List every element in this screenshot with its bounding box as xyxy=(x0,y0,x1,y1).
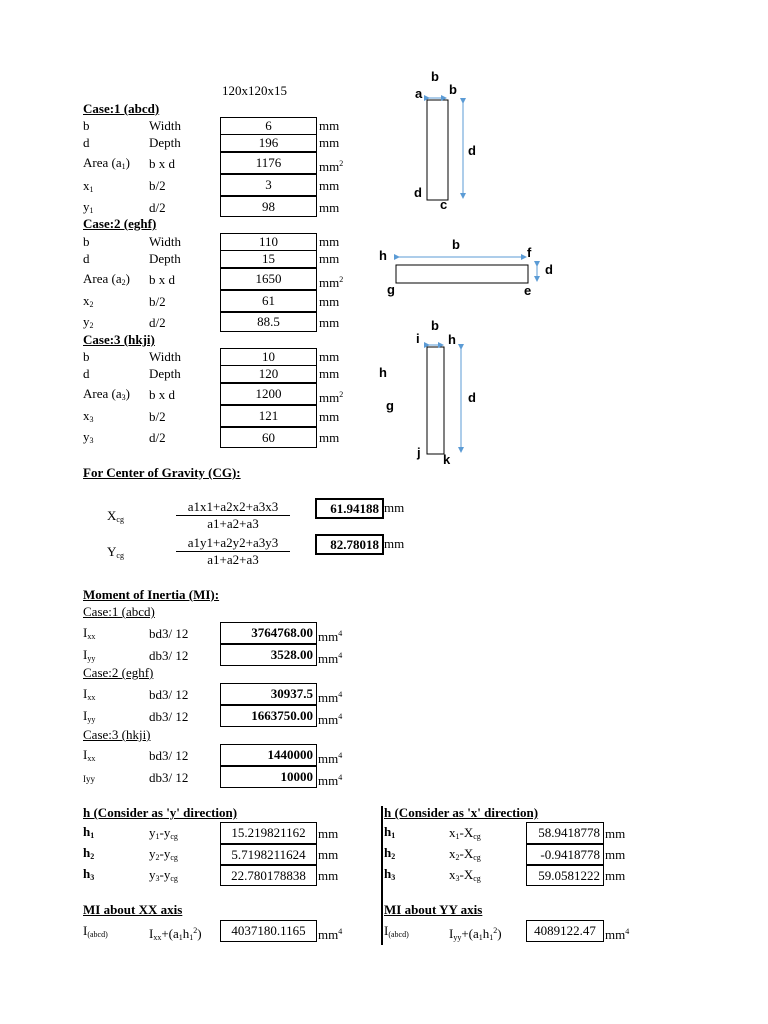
mi-case1-ixx-formula: bd3/ 12 xyxy=(149,626,189,641)
case1-sym-y: $y_1$ xyxy=(83,199,94,215)
case1-desc-d2: d/2 xyxy=(149,200,166,215)
case3-depth-cell: 120 xyxy=(220,365,317,383)
unit-mm: mm xyxy=(605,847,626,862)
unit-mm: mm xyxy=(319,409,340,424)
hy-h3-formula: $y_3-y_{cg}$ xyxy=(149,867,178,883)
mi-title: Moment of Inertia (MI): xyxy=(83,587,220,602)
case2-sym-b: b xyxy=(83,234,90,249)
case3-desc-depth: Depth xyxy=(149,366,181,381)
cg-y-value: 82.78018 xyxy=(315,534,384,555)
hx-title: h (Consider as 'x' direction) xyxy=(384,805,539,820)
unit-mm4: $mm^4$ xyxy=(318,690,343,705)
cg-x-value: 61.94188 xyxy=(315,498,384,519)
hy-h3-label: $h_3$ xyxy=(83,866,95,882)
case3-desc-d2: d/2 xyxy=(149,430,166,445)
fig3-rectangle xyxy=(427,347,444,454)
fig1-label-d-corner: d xyxy=(414,185,422,200)
cg-x-numerator: a1x1+a2x2+a3x3 xyxy=(176,499,290,516)
hy-h1-label: $h_1$ xyxy=(83,824,95,840)
unit-mm2: $mm^2$ xyxy=(319,390,344,405)
mixx-title: MI about XX axis xyxy=(83,902,183,917)
case1-sym-d: d xyxy=(83,135,90,150)
fig1-label-a: a xyxy=(415,86,423,101)
hx-h1-formula: $x_1-X_{cg}$ xyxy=(449,825,481,841)
cg-y-denominator: a1+a2+a3 xyxy=(207,552,259,567)
fig2-rectangle xyxy=(396,265,528,283)
fig3-label-h-corner: h xyxy=(448,332,456,347)
fig3-label-b: b xyxy=(431,318,439,333)
mi-case1-title: Case:1 (abcd) xyxy=(83,604,155,619)
unit-mm4: $mm^4$ xyxy=(318,927,343,942)
mi-case3-iyy-label: Iyy xyxy=(83,774,95,784)
case1-sym-b: b xyxy=(83,118,90,133)
fig2-label-f: f xyxy=(527,245,532,260)
case3-x-cell: 121 xyxy=(220,405,317,427)
mi-case2-ixx-formula: bd3/ 12 xyxy=(149,687,189,702)
unit-mm: mm xyxy=(319,349,340,364)
mi-case1-ixx-value: 3764768.00 xyxy=(220,622,317,644)
unit-mm: mm xyxy=(605,826,626,841)
hx-h2-value: -0.9418778 xyxy=(526,844,604,865)
case1-desc-width: Width xyxy=(149,118,181,133)
hx-h3-formula: $x_3-X_{cg}$ xyxy=(449,867,481,883)
case1-depth-cell: 196 xyxy=(220,134,317,152)
fig3-label-k: k xyxy=(443,452,451,467)
case1-sym-area: Area $(a_1)$ xyxy=(83,155,130,171)
mi-case2-ixx-value: 30937.5 xyxy=(220,683,317,705)
hx-h1-value: 58.9418778 xyxy=(526,822,604,844)
unit-mm: mm xyxy=(384,536,405,551)
unit-mm4: $mm^4$ xyxy=(318,712,343,727)
unit-mm: mm xyxy=(384,500,405,515)
mi-case2-iyy-value: 1663750.00 xyxy=(220,705,317,727)
fig2-label-d: d xyxy=(545,262,553,277)
mi-case2-ixx-label: $I_{xx}$ xyxy=(83,686,96,702)
case1-title: Case:1 (abcd) xyxy=(83,101,160,116)
mi-case3-ixx-value: 1440000 xyxy=(220,744,317,766)
case2-desc-b2: b/2 xyxy=(149,294,166,309)
hy-h1-formula: $y_1-y_{cg}$ xyxy=(149,825,178,841)
case1-sym-x: $x_1$ xyxy=(83,178,94,194)
miyy-title: MI about YY axis xyxy=(384,902,483,917)
unit-mm: mm xyxy=(319,178,340,193)
unit-mm: mm xyxy=(318,868,339,883)
case3-desc-bxd: b x d xyxy=(149,387,175,402)
unit-mm: mm xyxy=(319,118,340,133)
hy-h2-label: $h_2$ xyxy=(83,845,95,861)
fig2-label-g: g xyxy=(387,282,395,297)
miyy-value: 4089122.47 xyxy=(526,920,604,942)
unit-mm: mm xyxy=(605,868,626,883)
hy-h2-value: 5.7198211624 xyxy=(220,844,317,865)
hy-h1-value: 15.219821162 xyxy=(220,822,317,844)
case2-sym-y: $y_2$ xyxy=(83,314,94,330)
mi-case1-iyy-formula: db3/ 12 xyxy=(149,648,189,663)
hy-title: h (Consider as 'y' direction) xyxy=(83,805,238,820)
case2-x-cell: 61 xyxy=(220,290,317,312)
fig3-label-h: h xyxy=(379,365,387,380)
fig2-label-e: e xyxy=(524,283,532,298)
hx-h2-formula: $x_2-X_{cg}$ xyxy=(449,846,481,862)
hx-h2-label: $h_2$ xyxy=(384,845,396,861)
case2-sym-x: $x_2$ xyxy=(83,293,94,309)
fig1-rectangle xyxy=(427,100,448,200)
case2-sym-d: d xyxy=(83,251,90,266)
hy-h3-value: 22.780178838 xyxy=(220,865,317,886)
hy-h2-formula: $y_2-y_{cg}$ xyxy=(149,846,178,862)
miyy-formula: $I_{yy}+(a_1h_1^2)$ xyxy=(449,926,502,942)
unit-mm: mm xyxy=(319,430,340,445)
unit-mm4: $mm^4$ xyxy=(318,773,343,788)
case2-desc-bxd: b x d xyxy=(149,272,175,287)
mixx-value: 4037180.1165 xyxy=(220,920,317,942)
mi-case1-ixx-label: $I_{xx}$ xyxy=(83,625,96,641)
unit-mm4: $mm^4$ xyxy=(318,751,343,766)
case2-width-cell: 110 xyxy=(220,233,317,251)
case3-sym-y: $y_3$ xyxy=(83,429,94,445)
mi-case1-iyy-label: $I_{yy}$ xyxy=(83,647,96,663)
unit-mm: mm xyxy=(319,294,340,309)
unit-mm2: $mm^2$ xyxy=(319,159,344,174)
cg-y-formula xyxy=(176,535,290,568)
cg-x-formula xyxy=(176,499,290,532)
unit-mm: mm xyxy=(319,315,340,330)
mi-case1-iyy-value: 3528.00 xyxy=(220,644,317,666)
case2-sym-area: Area $(a_2)$ xyxy=(83,271,130,287)
case3-title: Case:3 (hkji) xyxy=(83,332,155,347)
case1-width-cell: 6 xyxy=(220,117,317,135)
unit-mm: mm xyxy=(319,234,340,249)
unit-mm: mm xyxy=(318,826,339,841)
case3-sym-area: Area $(a_3)$ xyxy=(83,386,130,402)
case3-width-cell: 10 xyxy=(220,348,317,366)
fig2-label-b: b xyxy=(452,237,460,252)
case2-depth-cell: 15 xyxy=(220,250,317,268)
fig1-label-b-top: b xyxy=(431,69,439,84)
mixx-formula: $I_{xx}+(a_1h_1^2)$ xyxy=(149,926,202,942)
fig3-label-j: j xyxy=(417,445,421,460)
unit-mm: mm xyxy=(319,135,340,150)
fig2-label-h: h xyxy=(379,248,387,263)
mi-case3-title: Case:3 (hkji) xyxy=(83,727,151,742)
case1-desc-b2: b/2 xyxy=(149,178,166,193)
unit-mm: mm xyxy=(319,200,340,215)
case2-desc-width: Width xyxy=(149,234,181,249)
unit-mm: mm xyxy=(318,847,339,862)
unit-mm4: $mm^4$ xyxy=(318,651,343,666)
case3-sym-b: b xyxy=(83,349,90,364)
mi-case3-iyy-value: 10000 xyxy=(220,766,317,788)
fig3-label-g: g xyxy=(386,398,394,413)
cg-x-label: $X_{cg}$ xyxy=(107,508,124,524)
case2-title: Case:2 (eghf) xyxy=(83,216,157,231)
cg-title: For Center of Gravity (CG): xyxy=(83,465,241,480)
mi-case3-ixx-label: $I_{xx}$ xyxy=(83,747,96,763)
case3-desc-width: Width xyxy=(149,349,181,364)
mi-case2-iyy-label: $I_{yy}$ xyxy=(83,708,96,724)
case3-y-cell: 60 xyxy=(220,427,317,448)
hx-h1-label: $h_1$ xyxy=(384,824,396,840)
mi-case3-ixx-formula: bd3/ 12 xyxy=(149,748,189,763)
unit-mm2: $mm^2$ xyxy=(319,275,344,290)
mi-case2-iyy-formula: db3/ 12 xyxy=(149,709,189,724)
fig1-label-b: b xyxy=(449,82,457,97)
case1-x-cell: 3 xyxy=(220,174,317,196)
case3-sym-x: $x_3$ xyxy=(83,408,94,424)
fig3-label-d: d xyxy=(468,390,476,405)
mi-case2-title: Case:2 (eghf) xyxy=(83,665,154,680)
case2-desc-depth: Depth xyxy=(149,251,181,266)
case3-desc-b2: b/2 xyxy=(149,409,166,424)
case3-sym-d: d xyxy=(83,366,90,381)
case2-desc-d2: d/2 xyxy=(149,315,166,330)
cg-x-denominator: a1+a2+a3 xyxy=(207,516,259,531)
unit-mm: mm xyxy=(319,251,340,266)
case1-y-cell: 98 xyxy=(220,196,317,217)
fig3-label-i: i xyxy=(416,331,420,346)
miyy-i-label: $I_{(abcd)}$ xyxy=(384,923,409,939)
case3-area-cell: 1200 xyxy=(220,383,317,405)
case1-desc-depth: Depth xyxy=(149,135,181,150)
case1-desc-bxd: b x d xyxy=(149,156,175,171)
section-title: 120x120x15 xyxy=(222,83,287,98)
fig1-label-c: c xyxy=(440,197,448,212)
mi-case3-iyy-formula: db3/ 12 xyxy=(149,770,189,785)
fig1-label-d: d xyxy=(468,143,476,158)
case2-area-cell: 1650 xyxy=(220,268,317,290)
cg-y-numerator: a1y1+a2y2+a3y3 xyxy=(176,535,290,552)
case2-y-cell: 88.5 xyxy=(220,312,317,332)
hx-h3-label: $h_3$ xyxy=(384,866,396,882)
case1-area-cell: 1176 xyxy=(220,152,317,174)
cg-y-label: $Y_{cg}$ xyxy=(107,544,124,560)
unit-mm4: $mm^4$ xyxy=(605,927,630,942)
unit-mm: mm xyxy=(319,366,340,381)
mixx-i-label: $I_{(abcd)}$ xyxy=(83,923,108,939)
hx-h3-value: 59.0581222 xyxy=(526,865,604,886)
unit-mm4: $mm^4$ xyxy=(318,629,343,644)
